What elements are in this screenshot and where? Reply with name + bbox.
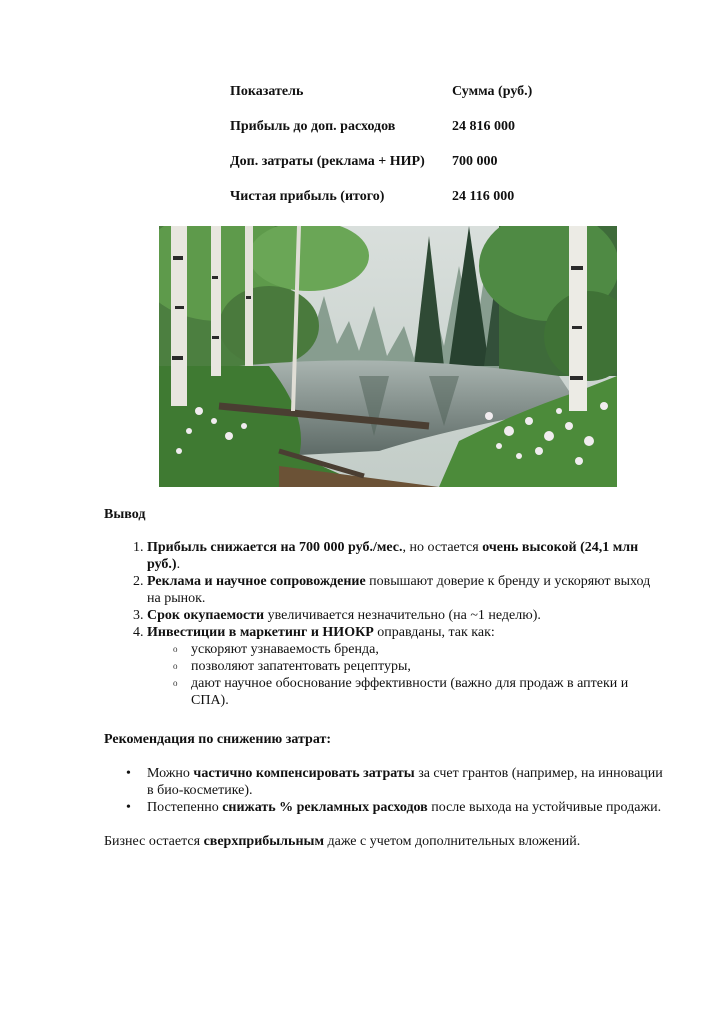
bullet-icon: • xyxy=(126,800,131,815)
recommendations-list xyxy=(104,765,664,816)
findings-list xyxy=(104,539,664,709)
finding-text: оправданы, так как: xyxy=(373,625,495,640)
final-text: Бизнес остается xyxy=(104,834,204,849)
finding-text: увеличивается незначительно (на ~1 неделю). xyxy=(264,608,541,623)
list-item xyxy=(147,607,664,624)
rec-text: Можно xyxy=(147,766,194,781)
conclusion-heading: Вывод xyxy=(104,507,146,522)
table-cell-value: 24 816 000 xyxy=(452,118,515,134)
table-cell-label: Прибыль до доп. расходов xyxy=(230,118,396,134)
circle-bullet-icon: o xyxy=(173,678,178,688)
sub-list-item xyxy=(173,658,664,675)
final-text: даже с учетом дополнительных вложений. xyxy=(323,834,581,849)
finding-emphasis: Срок окупаемости xyxy=(147,608,265,623)
table-row xyxy=(230,109,572,144)
document-body xyxy=(104,506,664,850)
profit-summary-table xyxy=(230,74,572,214)
table-cell-value: 24 116 000 xyxy=(452,188,515,204)
rec-text: Постепенно xyxy=(147,800,223,815)
list-item xyxy=(147,539,664,573)
sub-list-item xyxy=(173,641,664,658)
circle-bullet-icon: o xyxy=(173,644,178,654)
forest-lake-illustration xyxy=(159,226,617,487)
table-header-label: Показатель xyxy=(230,83,304,99)
table-row xyxy=(230,179,572,214)
forest-lake-photo xyxy=(159,226,617,487)
rec-emphasis: частично компенсировать затраты xyxy=(193,766,415,781)
finding-emphasis: Прибыль снижается на 700 000 руб./мес. xyxy=(147,540,403,555)
list-item xyxy=(126,799,664,816)
finding-text: , но остается xyxy=(402,540,483,555)
list-item xyxy=(147,624,664,709)
finding-emphasis: Реклама и научное сопровождение xyxy=(147,574,366,589)
list-item xyxy=(126,765,664,799)
sub-list xyxy=(147,641,664,709)
circle-bullet-icon: o xyxy=(173,661,178,671)
rec-emphasis: снижать % рекламных расходов xyxy=(222,800,428,815)
table-row xyxy=(230,144,572,179)
bullet-icon: • xyxy=(126,766,131,781)
sub-item-text: ускоряют узнаваемость бренда, xyxy=(191,642,379,657)
list-item xyxy=(147,573,664,607)
sub-item-text: позволяют запатентовать рецептуры, xyxy=(191,659,411,674)
finding-text: . xyxy=(176,557,181,572)
finding-text: повышают доверие к бренду и ускоряют выход на рынок. xyxy=(147,574,651,606)
finding-emphasis: очень высокой (24,1 млн руб.) xyxy=(147,540,639,572)
table-cell-label: Чистая прибыль (итого) xyxy=(230,188,385,204)
finding-emphasis: Инвестиции в маркетинг и НИОКР xyxy=(147,625,374,640)
rec-text: за счет грантов (например, на инновации в био-косметике). xyxy=(147,766,663,798)
final-conclusion xyxy=(104,833,664,850)
sub-list-item xyxy=(173,675,664,709)
table-cell-value: 700 000 xyxy=(452,153,498,169)
rec-text: после выхода на устойчивые продажи. xyxy=(427,800,662,815)
table-header-row xyxy=(230,74,572,109)
recommendation-heading: Рекомендация по снижению затрат: xyxy=(104,732,332,747)
table-header-value: Сумма (руб.) xyxy=(452,83,533,99)
sub-item-text: дают научное обоснование эффективности (важно для продаж в аптеки и СПА). xyxy=(191,676,629,708)
final-emphasis: сверхприбыльным xyxy=(203,834,324,849)
table-cell-label: Доп. затраты (реклама + НИР) xyxy=(230,153,425,169)
